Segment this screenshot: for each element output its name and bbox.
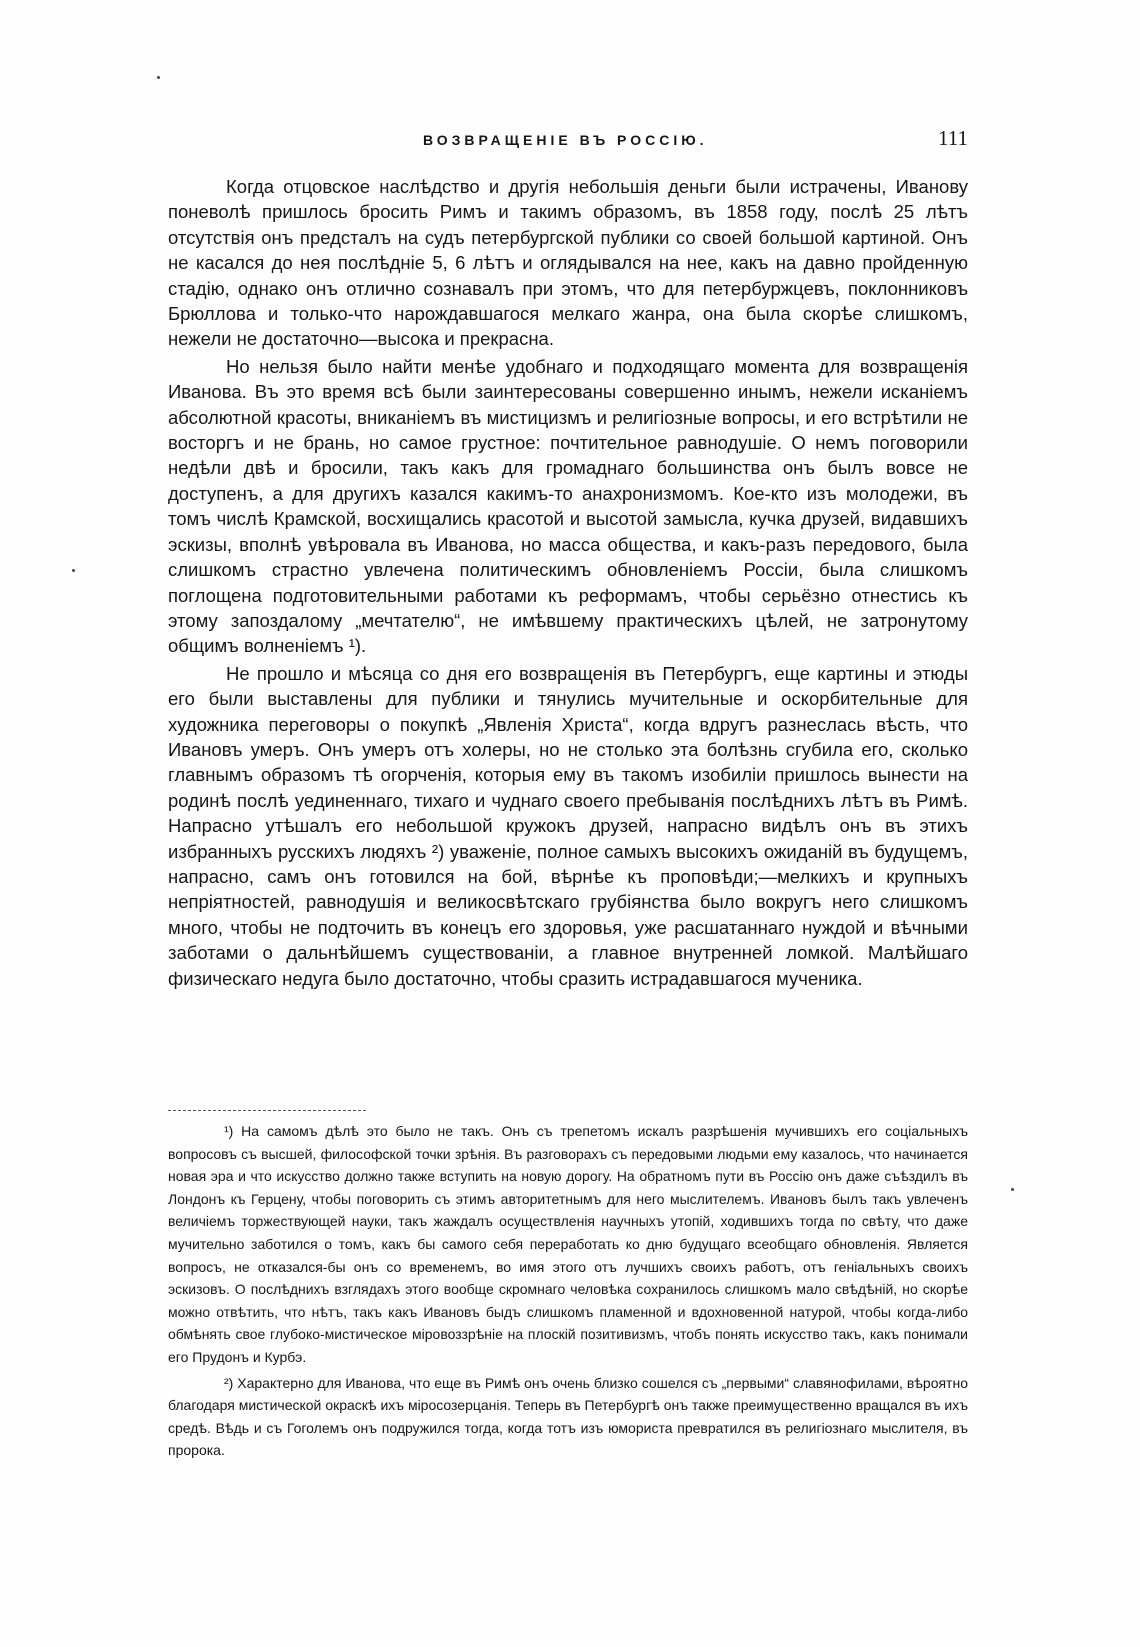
- page-number: 111: [938, 126, 968, 150]
- paragraph: Но нельзя было найти менѣе удобнаго и подходящаго момента для возвращенія Иванова. Въ это время всѣ были заинтересованы совершенно инымъ, нежели исканіемъ абсолютной красоты, вниканіемъ въ мистицизмъ и религіозные вопросы, и его встрѣтили не восторгъ и не брань, но самое грустное: почтительное равнодушіе. О немъ поговорили недѣли двѣ и бросили, такъ какъ для громаднаго большинства онъ былъ вовсе не доступенъ, а для другихъ казался какимъ-то анахронизмомъ. Кое-кто изъ молодежи, въ томъ числѣ Крамской, восхищались красотой и высотой замысла, кучка друзей, видавшихъ эскизы, вполнѣ увѣровала въ Иванова, но масса общества, и какъ-разъ передового, была слишкомъ страстно увлечена политическимъ обновленіемъ Россіи, была слишкомъ поглощена подготовительными работами къ реформамъ, чтобы серьёзно отнестись къ этому запоздалому „мечтателю“, не имѣвшему практическихъ цѣлей, не затронутому общимъ волненіемъ ¹).: [168, 355, 968, 657]
- paragraph: Когда отцовское наслѣдство и другія небольшія деньги были истрачены, Иванову поневолѣ пришлось бросить Римъ и такимъ образомъ, въ 1858 году, послѣ 25 лѣтъ отсутствія онъ предсталъ на судъ петербургской публики со своей большой картиной. Онъ не касался до нея послѣдніе 5, 6 лѣтъ и оглядывался на нее, какъ на давно пройденную стадію, однако онъ отлично сознавалъ при этомъ, что для петербуржцевъ, поклонниковъ Брюллова и только-что нарождавшагося мелкаго жанра, она была скорѣе слишкомъ, нежели не достаточно—высока и прекрасна.: [168, 176, 968, 350]
- footnotes: [168, 1120, 968, 1465]
- scan-speck: [1011, 1188, 1014, 1191]
- scan-speck: [157, 76, 160, 79]
- page-header: [168, 126, 968, 154]
- scan-speck: [72, 569, 75, 572]
- footnote: ¹) На самомъ дѣлѣ это было не такъ. Онъ съ трепетомъ искалъ разрѣшенія мучившихъ его соціальныхъ вопросовъ съ высшей, философской точки зрѣнія. Въ разговорахъ съ передовыми людьми ему казалось, что начинается новая эра и что искусство должно также вступить на новую дорогу. На обратномъ пути въ Россію онъ даже съѣздилъ въ Лондонъ къ Герцену, чтобы поговорить съ этимъ авторитетнымъ для него мыслителемъ. Ивановъ былъ такъ увлеченъ величіемъ торжествующей науки, такъ жаждалъ осуществленія научныхъ утопій, ходившихъ тогда по свѣту, что даже мучительно заботился о томъ, какъ бы самого себя переработать ко дню будущаго всеобщаго обновленія. Является вопросъ, не отказался-бы онъ со временемъ, во имя этого отъ лучшихъ своихъ работъ, отъ геніальныхъ своихъ эскизовъ. О послѣднихъ взглядахъ этого вообще скромнаго человѣка сохранилось слишкомъ мало свѣдѣній, но скорѣе можно отвѣтить, что нѣтъ, такъ какъ Ивановъ быдъ слишкомъ пламенной и вдохновенной натурой, чтобы когда-либо обмѣнять свое глубоко-мистическое міровоззрѣніе на плоскій позитивизмъ, чтобъ понять искусство такъ, какъ понимали его Прудонъ и Курбэ.: [168, 1123, 968, 1365]
- paragraph: Не прошло и мѣсяца со дня его возвращенія въ Петербургъ, еще картины и этюды его были выставлены для публики и тянулись мучительные и оскорбительные для художника переговоры о покупкѣ „Явленія Христа“, когда вдругъ разнеслась вѣсть, что Ивановъ умеръ. Онъ умеръ отъ холеры, но не столько эта болѣзнь сгубила его, сколько главнымъ образомъ тѣ огорченія, которыя ему въ такомъ изобиліи пришлось вынести на родинѣ послѣ уединеннаго, тихаго и чуднаго своего пребыванія послѣднихъ лѣтъ въ Римѣ. Напрасно утѣшалъ его небольшой кружокъ друзей, напрасно видѣлъ онъ въ этихъ избранныхъ русскихъ людяхъ ²) уваженіе, полное самыхъ высокихъ ожиданій въ будущемъ, напрасно, самъ онъ готовился на бой, вѣрнѣе къ проповѣди;—мелкихъ и крупныхъ непріятностей, равнодушія и великосвѣтскаго грубіянства было вокругъ него слишкомъ много, чтобы не подточить въ конецъ его здоровья, уже расшатаннаго нуждой и вѣчными заботами о дальнѣйшемъ существованіи, а главное внутренней ломкой. Малѣйшаго физическаго недуга было достаточно, чтобы сразить истрадавшагося мученика.: [168, 662, 968, 989]
- footnote: ²) Характерно для Иванова, что еще въ Римѣ онъ очень близко сошелся съ „первыми“ славянофилами, вѣроятно благодаря мистической окраскѣ ихъ міросозерцанія. Теперь въ Петербургѣ онъ также преимущественно вращался въ ихъ средѣ. Вѣдь и съ Гоголемъ онъ подружился тогда, когда тотъ изъ юмориста превратился въ религіознаго мыслителя, въ пророка.: [168, 1374, 968, 1459]
- running-head: ВОЗВРАЩЕНІЕ ВЪ РОССІЮ.: [423, 132, 708, 148]
- footnote-separator: [168, 1110, 366, 1111]
- main-text: [168, 174, 968, 993]
